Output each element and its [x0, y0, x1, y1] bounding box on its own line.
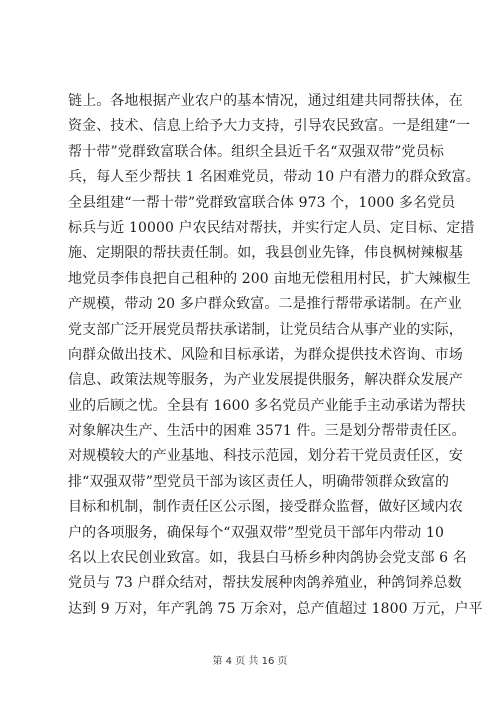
text-line: 对规模较大的产业基地、科技示范园，划分若干党员责任区，安: [68, 448, 463, 465]
text-line: 标兵与近 10000 户农民结对帮扶，并实行定人员、定目标、定措: [68, 219, 475, 236]
text-line: 党支部广泛开展党员帮扶承诺制，让党员结合从事产业的实际，: [68, 321, 463, 338]
text-line: 全县组建“一帮十带”党群致富联合体 973 个，1000 多名党员: [68, 194, 456, 211]
page-number-footer: 第 4 页 共 16 页: [212, 656, 288, 667]
text-line: 链上。各地根据产业农户的基本情况，通过组建共同帮扶体，在: [68, 93, 463, 109]
text-line: 兵，每人至少帮扶 1 名困难党员，带动 10 户有潜力的群众致富。: [68, 169, 480, 186]
text-line: 向群众做出技术、风险和目标承诺，为群众提供技术咨询、市场: [68, 346, 463, 363]
text-line: 户的各项服务，确保每个“双强双带”型党员干部年内带动 10: [68, 524, 444, 541]
body-text: [68, 89, 483, 622]
text-line: 达到 9 万对，年产乳鸽 75 万余对，总产值超过 1800 万元，户平: [68, 600, 483, 617]
text-line: 党员与 73 户群众结对，帮扶发展种肉鸽养殖业，种鸽饲养总数: [68, 575, 462, 592]
text-line: 排“双强双带”型党员干部为该区责任人，明确带领群众致富的: [68, 473, 450, 490]
text-line: 目标和机制，制作责任区公示图，接受群众监督，做好区域内农: [68, 499, 463, 516]
text-line: 地党员李伟良把自己租种的 200 亩地无偿租用村民，扩大辣椒生: [68, 270, 471, 287]
text-line: 帮十带”党群致富联合体。组织全县近千名“双强双带”党员标: [68, 143, 444, 160]
text-line: 资金、技术、信息上给予大力支持，引导农民致富。一是组建“一: [68, 118, 471, 135]
text-line: 信息、政策法规等服务，为产业发展提供服务，解决群众发展产: [68, 372, 463, 389]
text-line: 对象解决生产、生活中的困难 3571 件。三是划分帮带责任区。: [68, 423, 466, 440]
text-line: 产规模，带动 20 多户群众致富。二是推行帮带承诺制。在产业: [68, 296, 462, 313]
text-line: 业的后顾之忧。全县有 1600 多名党员产业能手主动承诺为帮扶: [68, 397, 466, 414]
text-line: 名以上农民创业致富。如，我县白马桥乡种肉鸽协会党支部 6 名: [68, 550, 467, 567]
text-line: 施、定期限的帮扶责任制。如，我县创业先锋，伟良枫树辣椒基: [68, 245, 463, 262]
